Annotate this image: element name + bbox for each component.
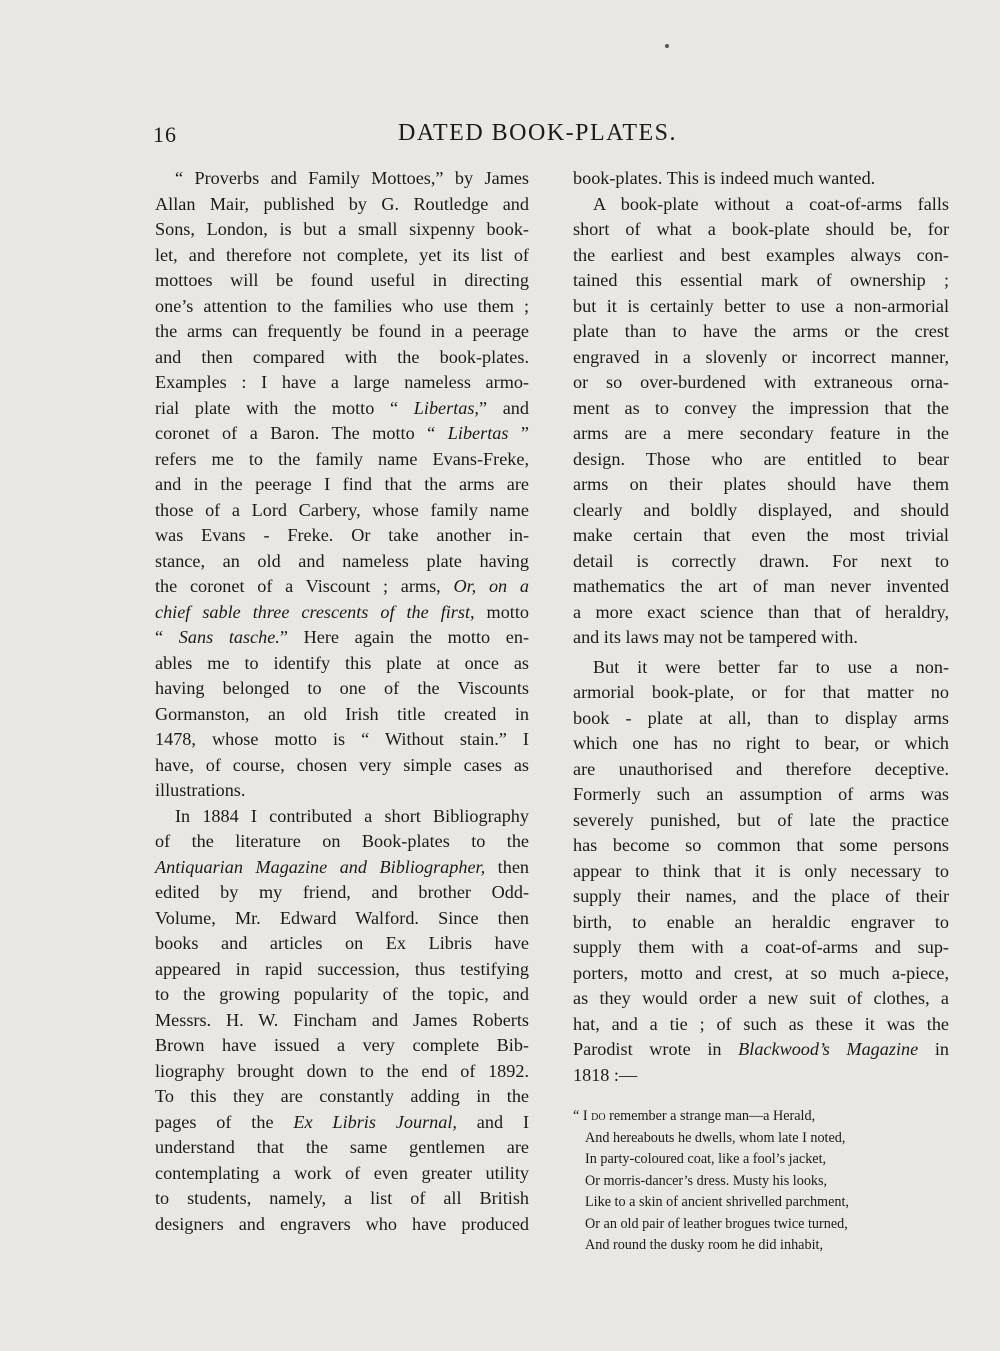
italic-title: Blackwood’s Magazine [738, 1039, 919, 1059]
text-line: refers me to the family name Evans-Freke, [155, 448, 529, 469]
text-line: understand that the same gentlemen are [155, 1137, 529, 1157]
text-run: ” and [478, 397, 529, 418]
text-line: Sons, London, is but a small sixpenny book- [155, 219, 529, 239]
paragraph-bibliography [155, 804, 529, 1238]
text-line: the earliest and best examples always con- [573, 244, 949, 265]
text-line: appeared in rapid succession, thus testifying [155, 958, 529, 979]
text-line: those of a Lord Carbery, whose family name [155, 499, 529, 520]
text-line: design. Those who are entitled to bear [573, 448, 949, 469]
text-line: designers and engravers who have produced [155, 1213, 529, 1234]
right-column [573, 166, 949, 1257]
text-line [155, 1110, 529, 1136]
text-line: book - plate at all, than to display arms [573, 707, 949, 728]
text-line: appear to think that it is only necessary to [573, 860, 949, 881]
text-line: having belonged to one of the Viscounts [155, 678, 529, 698]
text-line: birth, to enable an heraldic engraver to [573, 911, 949, 932]
text-line: ables me to identify this plate at once as [155, 652, 529, 673]
text-line: has become so common that some persons [573, 835, 949, 855]
text-run: and I [456, 1111, 529, 1132]
text-run: ” Here again the motto en- [279, 627, 530, 647]
small-caps-run: do [591, 1108, 606, 1124]
text-line: arms are a mere secondary feature in the [573, 423, 949, 443]
text-run: coronet of a Baron. The motto “ [155, 423, 448, 443]
text-line [155, 625, 529, 651]
text-line: and in the peerage I find that the arms are [155, 474, 529, 494]
text-line: have, of course, chosen very simple cases as [155, 754, 529, 775]
text-line: mottoes will be found useful in directing [155, 270, 529, 290]
text-line [573, 1037, 949, 1063]
text-line: In 1884 I contributed a short Bibliography [175, 805, 529, 826]
text-run: “ I [573, 1108, 592, 1124]
italic-blazon: chief sable three crescents of the first, [155, 601, 475, 622]
verse-line: Or an old pair of leather brogues twice turned, [585, 1215, 848, 1232]
text-line: Brown have issued a very complete Bib- [155, 1035, 529, 1055]
text-line: the arms can frequently be found in a peerage [155, 321, 529, 341]
text-line: 1818 :— [573, 1064, 638, 1085]
text-line: Formerly such an assumption of arms was [573, 784, 949, 804]
verse-line: In party-coloured coat, like a fool’s jacket, [585, 1151, 827, 1167]
text-line: stance, an old and nameless plate having [155, 550, 529, 571]
text-line: but it is certainly better to use a non-armorial [573, 295, 949, 316]
page-number: 16 [153, 122, 177, 147]
italic-title: Ex Libris Journal, [293, 1111, 457, 1132]
italic-title: Antiquarian Magazine and Bibliographer, [155, 856, 486, 877]
text-run: then [485, 856, 529, 877]
text-line: severely punished, but of late the practice [573, 809, 949, 830]
text-line: was Evans - Freke. Or take another in- [155, 525, 529, 545]
text-line: ment as to convey the impression that the [573, 397, 949, 418]
text-line: porters, motto and crest, at so much a-piece, [573, 962, 949, 983]
text-line: as they would order a new suit of clothes, a [573, 988, 949, 1008]
text-line: edited by my friend, and brother Odd- [155, 882, 529, 902]
text-line [155, 396, 529, 422]
text-line: a more exact science than that of heraldry, [573, 601, 949, 622]
text-line: hat, and a tie ; of such as these it was the [573, 1013, 949, 1034]
text-line: supply their names, and the place of their [573, 886, 949, 906]
text-line: books and articles on Ex Libris have [155, 933, 529, 953]
text-line: mathematics the art of man never invented [573, 576, 949, 596]
verse-line: Like to a skin of ancient shrivelled parchment, [585, 1194, 849, 1210]
text-line: are unauthorised and therefore deceptive. [573, 758, 949, 779]
italic-motto: Libertas [447, 423, 509, 443]
verse-line: And hereabouts he dwells, whom late I noted, [585, 1129, 846, 1146]
text-line: contemplating a work of even greater utility [155, 1162, 529, 1183]
verse-line: Or morris-dancer’s dress. Musty his looks, [585, 1172, 828, 1189]
ink-speck [665, 44, 669, 48]
text-line: Examples : I have a large nameless armo- [155, 372, 529, 392]
text-line: To this they are constantly adding in the [155, 1086, 529, 1106]
text-run: the coronet of a Viscount ; arms, [155, 576, 454, 596]
text-line: Gormanston, an old Irish title created in [155, 703, 529, 724]
text-line: which one has no right to bear, or which [573, 733, 949, 753]
text-line: let, and therefore not complete, yet its list of [155, 244, 529, 265]
text-line: detail is correctly drawn. For next to [573, 550, 949, 571]
paragraph-mottoes [155, 166, 529, 804]
text-line: make certain that even the most trivial [573, 525, 949, 545]
text-line: to the growing popularity of the topic, and [155, 984, 529, 1004]
text-line: supply them with a coat-of-arms and sup- [573, 937, 949, 957]
text-line: of the literature on Book-plates to the [155, 831, 529, 851]
text-line [155, 600, 529, 626]
text-line: and its laws may not be tampered with. [573, 627, 858, 647]
italic-motto: Libertas, [413, 397, 479, 418]
text-run: in [918, 1039, 949, 1059]
text-run: Parodist wrote in [573, 1039, 739, 1059]
text-line: A book-plate without a coat-of-arms falls [593, 193, 949, 214]
text-line: liography brought down to the end of 1892. [155, 1060, 529, 1081]
text-run: rial plate with the motto “ [155, 397, 414, 418]
text-line: or so over-burdened with extraneous orna- [573, 372, 949, 392]
text-line [155, 421, 529, 447]
text-run: pages of the [155, 1111, 294, 1132]
text-line: illustrations. [155, 780, 246, 800]
text-run: “ [155, 627, 179, 647]
paragraph-non-armorial [573, 655, 949, 1089]
text-run: ” [508, 423, 530, 443]
italic-blazon: Or, on a [453, 576, 529, 596]
text-line: book-plates. This is indeed much wanted. [573, 168, 876, 188]
verse-line: And round the dusky room he did inhabit, [585, 1237, 824, 1253]
text-run: motto [474, 601, 529, 622]
text-line: tained this essential mark of ownership ; [573, 270, 949, 290]
verse-quotation [573, 1106, 949, 1257]
text-line: one’s attention to the families who use them ; [155, 295, 529, 316]
text-line: engraved in a slovenly or incorrect manner, [573, 346, 949, 367]
text-line: arms on their plates should have them [573, 474, 949, 494]
text-line: 1478, whose motto is “ Without stain.” I [155, 729, 529, 749]
text-line [155, 855, 529, 881]
text-line [155, 574, 529, 600]
text-line: plate than to have the arms or the crest [573, 321, 949, 341]
text-line: armorial book-plate, or for that matter no [573, 682, 949, 702]
text-line: to students, namely, a list of all British [155, 1188, 529, 1208]
text-line: and then compared with the book-plates. [155, 346, 529, 367]
text-line: Allan Mair, published by G. Routledge and [155, 193, 529, 214]
text-line: But it were better far to use a non- [593, 656, 949, 677]
text-run: remember a strange man—a Herald, [605, 1108, 816, 1124]
italic-motto: Sans tasche. [178, 627, 280, 647]
running-head: DATED BOOK-PLATES. [398, 120, 677, 146]
text-line: short of what a book-plate should be, for [573, 219, 949, 239]
text-line: Volume, Mr. Edward Walford. Since then [155, 907, 529, 928]
verse-line [573, 1106, 949, 1128]
paragraph-coat-of-arms [573, 192, 949, 651]
left-column [155, 166, 529, 1237]
text-line: clearly and boldly displayed, and should [573, 499, 949, 520]
paragraph-continuation [573, 166, 949, 192]
text-line: “ Proverbs and Family Mottoes,” by James [175, 168, 529, 188]
text-line: Messrs. H. W. Fincham and James Roberts [155, 1009, 529, 1030]
